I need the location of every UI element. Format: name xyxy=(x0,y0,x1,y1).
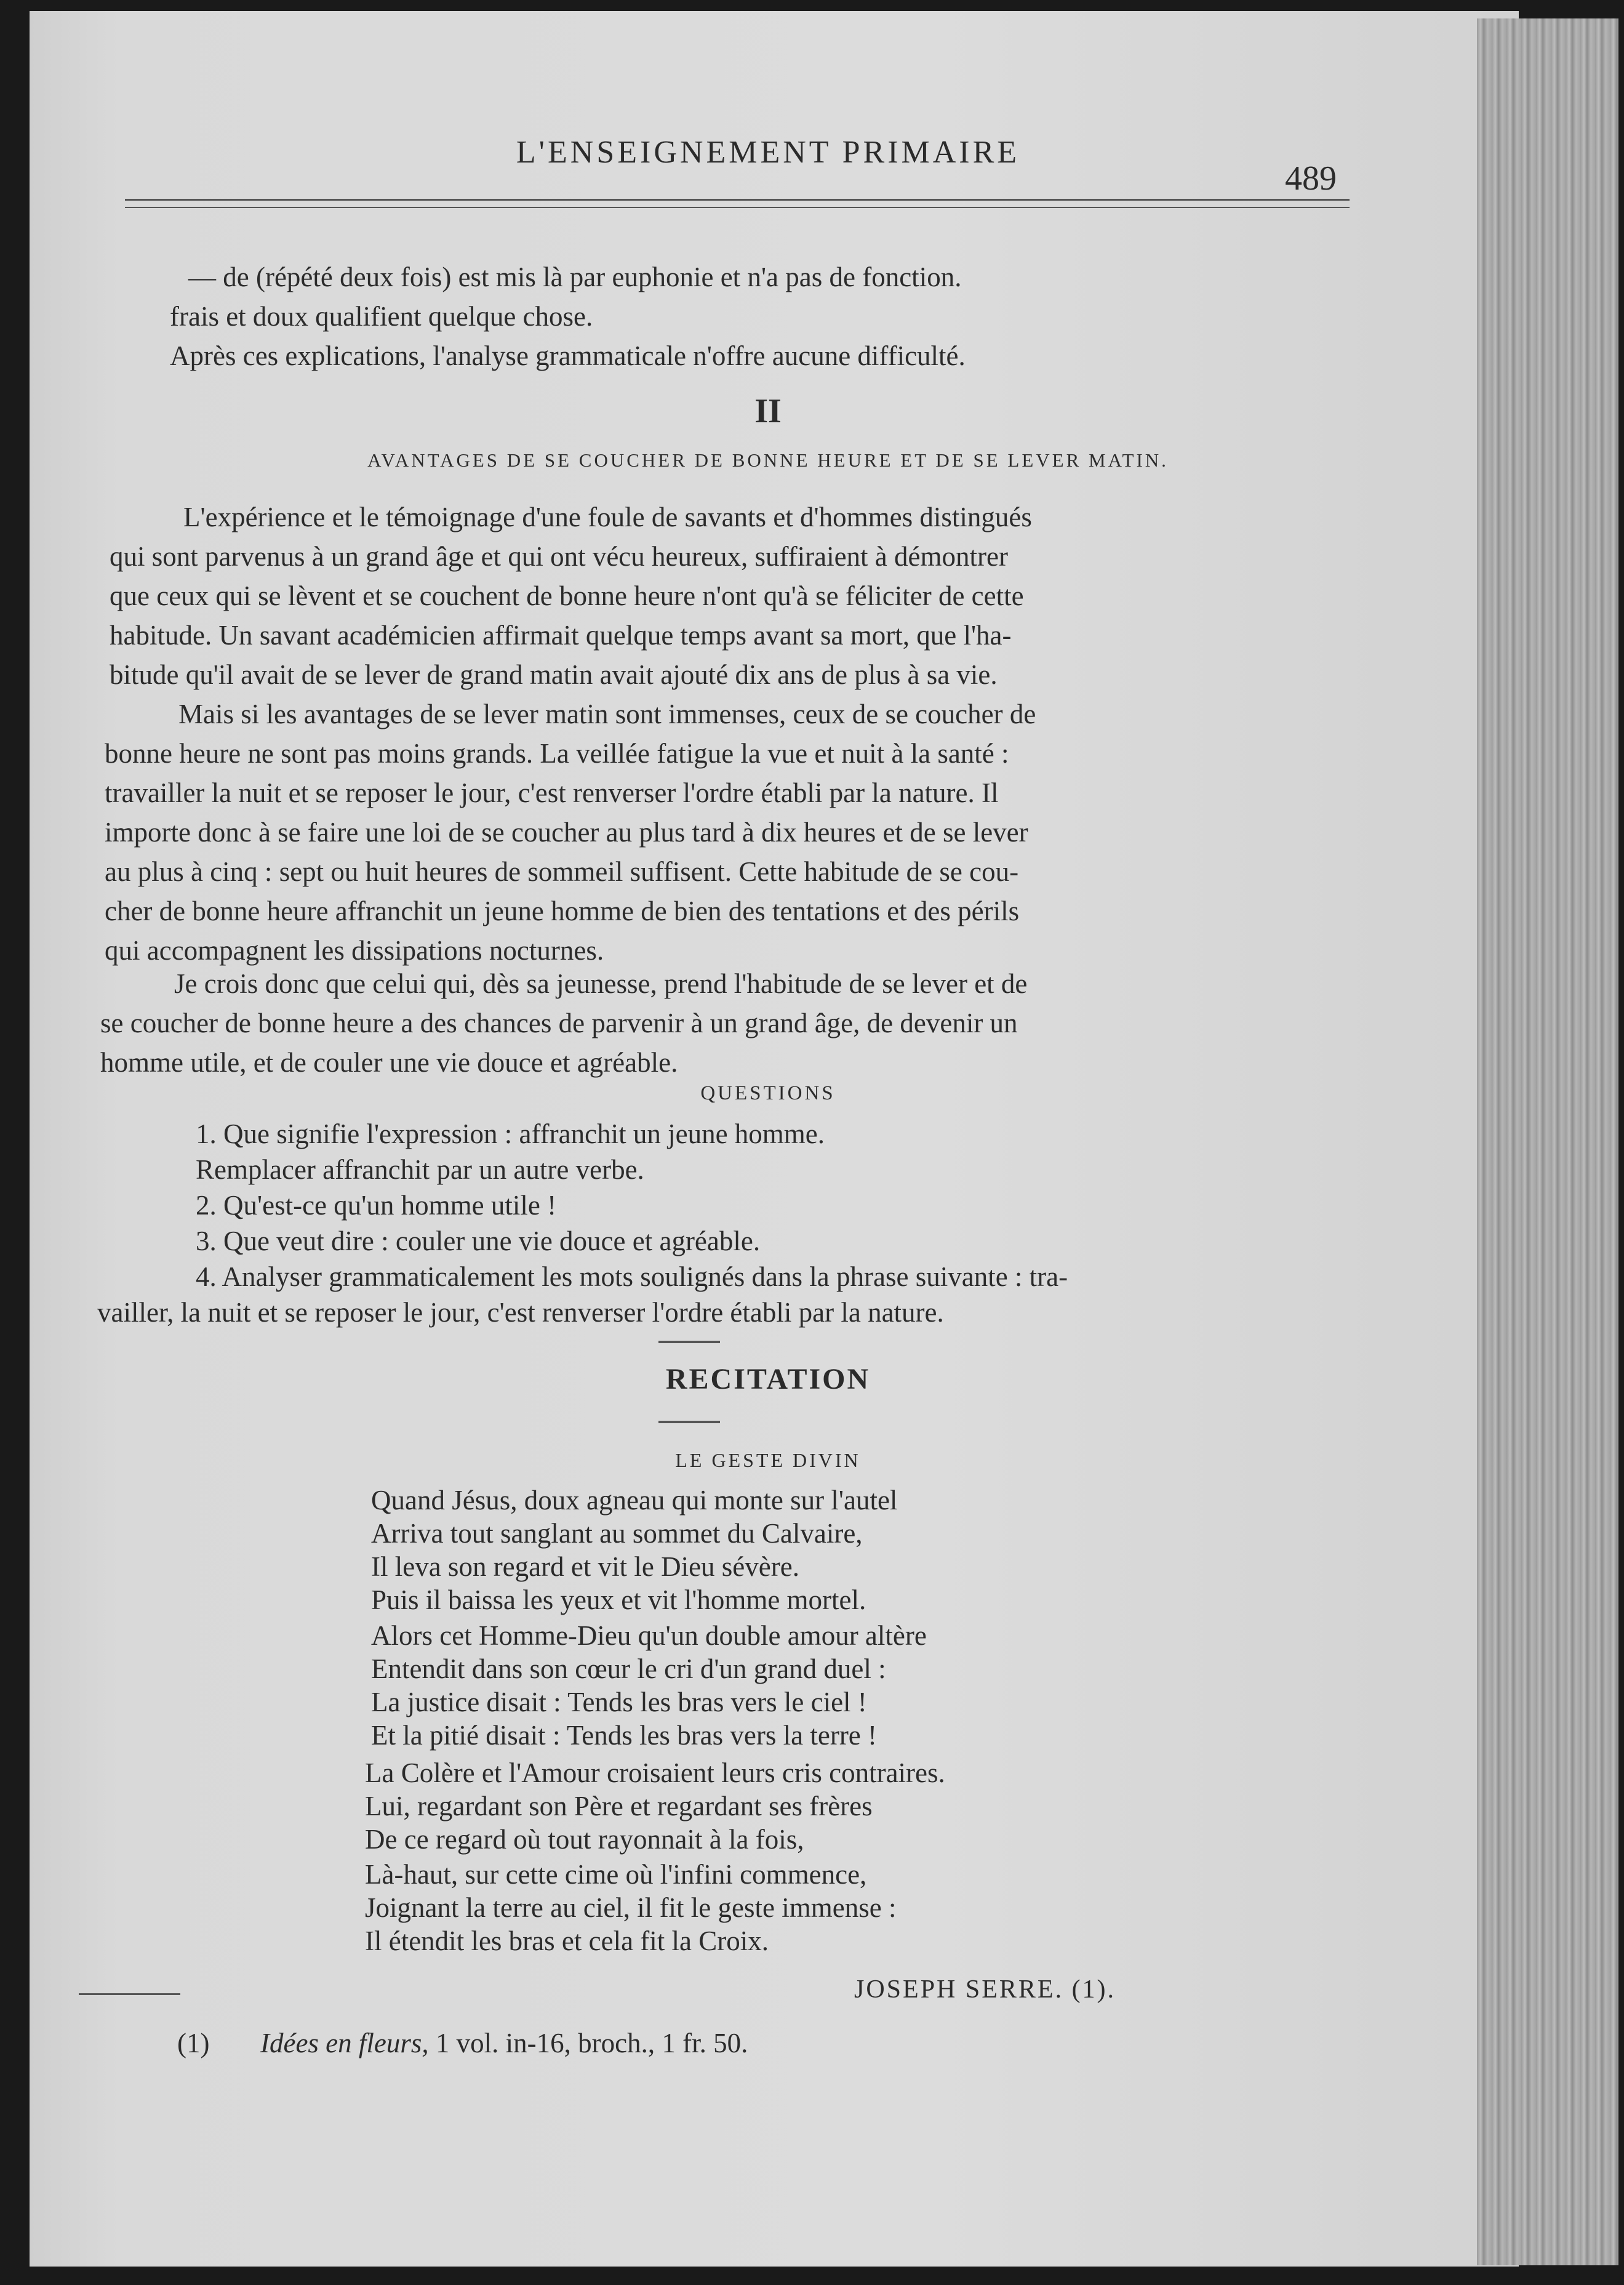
text-line: bitude qu'il avait de se lever de grand matin avait ajouté dix ans de plus à sa vie. xyxy=(110,659,998,690)
poem-line: La justice disait : Tends les bras vers le ciel ! xyxy=(371,1687,867,1717)
poem-line: Il étendit les bras et cela fit la Croix. xyxy=(365,1926,769,1956)
text-line: importe donc à se faire une loi de se coucher au plus tard à dix heures et de se lever xyxy=(105,817,1028,848)
header-rule xyxy=(125,199,1350,201)
poem-line: Arriva tout sanglant au sommet du Calvaire, xyxy=(371,1518,863,1549)
question-item: vailler, la nuit et se reposer le jour, c'est renverser l'ordre établi par la nature. xyxy=(97,1297,944,1328)
text-line: cher de bonne heure affranchit un jeune homme de bien des tentations et des périls xyxy=(105,896,1020,926)
header-rule-thin xyxy=(125,207,1350,208)
section-divider xyxy=(658,1421,720,1423)
page-edge-stack xyxy=(1477,18,1618,2265)
questions-heading: QUESTIONS xyxy=(700,1082,836,1104)
text-line: Je crois donc que celui qui, dès sa jeunesse, prend l'habitude de se lever et de xyxy=(174,968,1028,999)
question-item: 3. Que veut dire : couler une vie douce et agréable. xyxy=(196,1226,761,1256)
section-divider xyxy=(658,1341,720,1343)
text-line: L'expérience et le témoignage d'une foule de savants et d'hommes distingués xyxy=(183,502,1032,532)
poem-title: LE GESTE DIVIN xyxy=(675,1449,861,1471)
text-line: frais et doux qualifient quelque chose. xyxy=(170,301,593,332)
poem-line: Et la pitié disait : Tends les bras vers la terre ! xyxy=(371,1720,878,1751)
text-line: au plus à cinq : sept ou huit heures de sommeil suffisent. Cette habitude de se cou- xyxy=(105,856,1019,887)
text-line: se coucher de bonne heure a des chances de parvenir à un grand âge, de devenir un xyxy=(100,1008,1018,1038)
poem-line: Lui, regardant son Père et regardant ses frères xyxy=(365,1791,873,1821)
poem-line: Puis il baissa les yeux et vit l'homme mortel. xyxy=(371,1584,866,1615)
poem-line: La Colère et l'Amour croisaient leurs cris contraires. xyxy=(365,1757,945,1788)
poem-line: Alors cet Homme-Dieu qu'un double amour altère xyxy=(371,1620,927,1651)
page-number: 489 xyxy=(1285,159,1337,198)
text-line: Mais si les avantages de se lever matin sont immenses, ceux de se coucher de xyxy=(178,699,1036,729)
footnote xyxy=(177,2027,748,2059)
question-item: 4. Analyser grammaticalement les mots soulignés dans la phrase suivante : tra- xyxy=(196,1261,1068,1292)
text-line: travailler la nuit et se reposer le jour, c'est renverser l'ordre établi par la nature. Il xyxy=(105,777,999,808)
footnote-marker: (1) xyxy=(177,2028,210,2058)
question-item: 1. Que signifie l'expression : affranchit un jeune homme. xyxy=(196,1118,825,1149)
paragraph-1 xyxy=(110,497,1316,694)
top-lines xyxy=(170,257,1234,375)
question-item: Remplacer affranchit par un autre verbe. xyxy=(196,1154,644,1185)
book-page xyxy=(30,11,1519,2267)
poem-stanza xyxy=(365,1858,896,1958)
question-item: 2. Qu'est-ce qu'un homme utile ! xyxy=(196,1190,557,1221)
text-line: qui sont parvenus à un grand âge et qui ont vécu heureux, suffiraient à démontrer xyxy=(110,541,1008,572)
text-line: Après ces explications, l'analyse grammaticale n'offre aucune difficulté. xyxy=(170,340,966,371)
poem-line: Là-haut, sur cette cime où l'infini commence, xyxy=(365,1859,867,1890)
text-line: bonne heure ne sont pas moins grands. La veillée fatigue la vue et nuit à la santé : xyxy=(105,738,1009,769)
paragraph-3 xyxy=(100,964,1306,1082)
text-line: que ceux qui se lèvent et se couchent de bonne heure n'ont qu'à se féliciter de cette xyxy=(110,580,1024,611)
footnote-title: Idées en fleurs, xyxy=(260,2028,429,2058)
section-title: AVANTAGES DE SE COUCHER DE BONNE HEURE ET DE SE LEVER MATIN. xyxy=(367,449,1169,471)
text-line: homme utile, et de couler une vie douce et agréable. xyxy=(100,1047,678,1078)
poem-line: Entendit dans son cœur le cri d'un grand duel : xyxy=(371,1653,886,1684)
questions-list xyxy=(97,1116,1316,1330)
footnote-details: 1 vol. in-16, broch., 1 fr. 50. xyxy=(435,2028,748,2058)
paragraph-2 xyxy=(105,694,1311,970)
text-line: qui accompagnent les dissipations nocturnes. xyxy=(105,935,604,966)
poem-author: JOSEPH SERRE. (1). xyxy=(854,1975,1116,2004)
running-header: L'ENSEIGNEMENT PRIMAIRE xyxy=(516,135,1020,170)
poem-line: Quand Jésus, doux agneau qui monte sur l'autel xyxy=(371,1485,898,1516)
poem-stanza xyxy=(371,1619,927,1752)
poem-line: De ce regard où tout rayonnait à la fois, xyxy=(365,1824,804,1855)
text-line: — de (répété deux fois) est mis là par euphonie et n'a pas de fonction. xyxy=(188,262,962,292)
poem-stanza xyxy=(371,1484,897,1616)
poem-stanza xyxy=(365,1756,945,1856)
recitation-heading: RECITATION xyxy=(665,1363,871,1395)
poem-line: Il leva son regard et vit le Dieu sévère. xyxy=(371,1551,799,1582)
section-number: II xyxy=(754,392,782,430)
poem-line: Joignant la terre au ciel, il fit le geste immense : xyxy=(365,1892,897,1923)
footnote-rule xyxy=(79,1993,180,1995)
text-line: habitude. Un savant académicien affirmait quelque temps avant sa mort, que l'ha- xyxy=(110,620,1012,651)
